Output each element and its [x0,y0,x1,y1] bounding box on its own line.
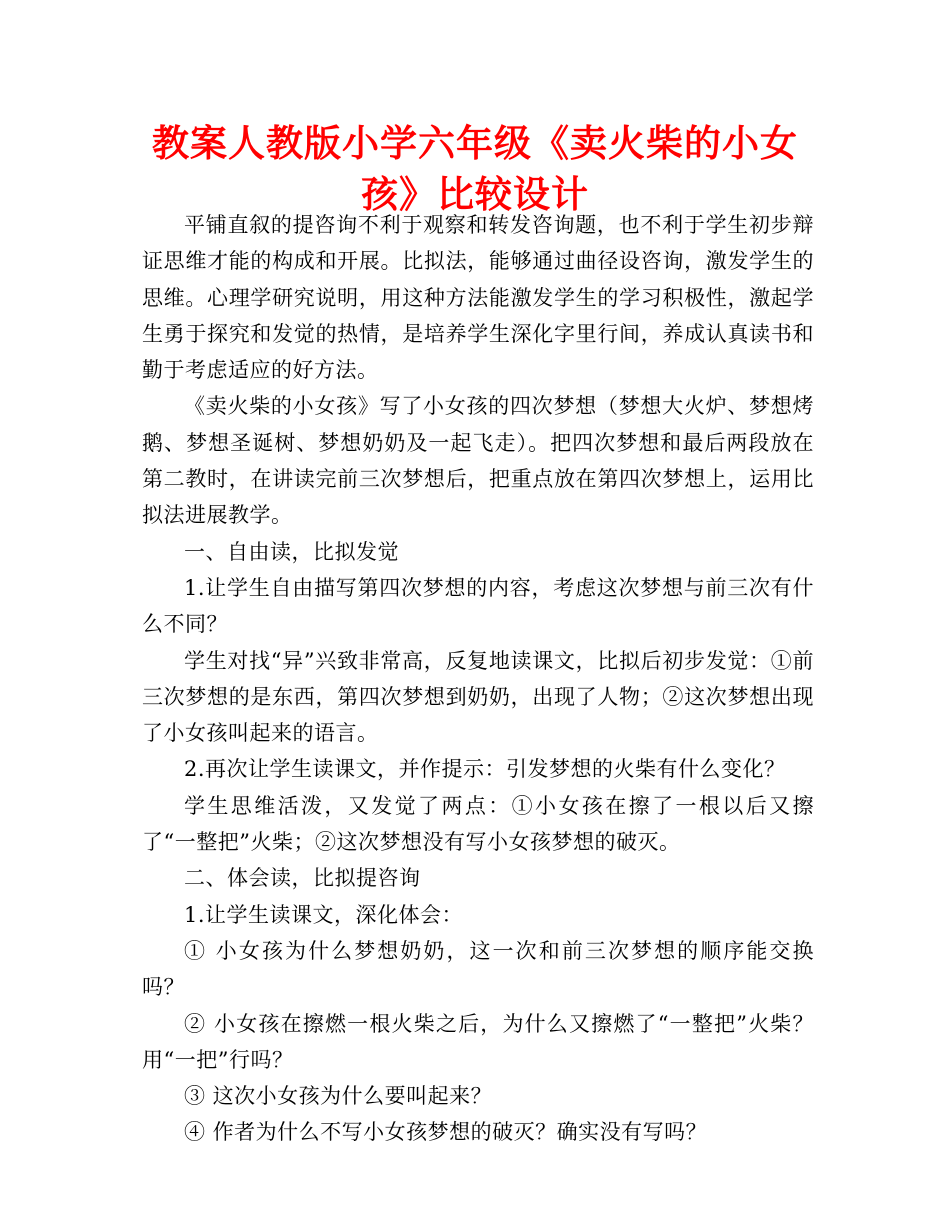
section-heading-1: 一、自由读，比拟发觉 [184,539,399,564]
question-3: ③ 这次小女孩为什么要叫起来？ [184,1084,493,1109]
question-4: ④ 作者为什么不写小女孩梦想的破灭？确实没有写吗？ [184,1120,708,1145]
paragraph-student-findings-1: 学生对找“异”兴致非常高，反复地读课文，比拟后初步发觉：①前三次梦想的是东西，第四次梦想到奶奶，出现了人物；②这次梦想出现了小女孩叫起来的语言。 [142,648,814,746]
paragraph-step-3: 1.让学生读课文，深化体会： [184,902,464,927]
question-1: ① 小女孩为什么梦想奶奶，这一次和前三次梦想的顺序能交换吗？ [142,938,814,1000]
question-2: ② 小女孩在擦燃一根火柴之后，为什么又擦燃了“一整把”火柴？用“一把”行吗？ [142,1011,814,1072]
paragraph-intro: 平铺直叙的提咨询不利于观察和转发咨询题，也不利于学生初步辩证思维才能的构成和开展。比拟法，能够通过曲径设咨询，激发学生的思维。心理学研究说明，用这种方法能激发学生的学习积极性，激起学生勇于探究和发觉的热情，是培养学生深化字里行间，养成认真读书和勤于考虑适应的好方法。 [142,213,814,383]
paragraph-step-2: 2.再次让学生读课文，并作提示：引发梦想的火柴有什么变化？ [184,757,786,782]
paragraph-step-1: 1.让学生自由描写第四次梦想的内容，考虑这次梦想与前三次有什么不同？ [142,575,814,637]
section-heading-2: 二、体会读，比拟提咨询 [184,866,421,891]
document-title: 教案人教版小学六年级《卖火柴的小女孩》比较设计 [152,122,798,216]
paragraph-background: 《卖火柴的小女孩》写了小女孩的四次梦想（梦想大火炉、梦想烤鹅、梦想圣诞树、梦想奶奶及一起飞走）。把四次梦想和最后两段放在第二教时，在讲读完前三次梦想后，把重点放在第四次梦想上，运用比拟法进展教学。 [142,394,814,528]
paragraph-student-findings-2: 学生思维活泼，又发觉了两点：①小女孩在擦了一根以后又擦了“一整把”火柴；②这次梦想没有写小女孩梦想的破灭。 [142,793,814,855]
document-body [142,207,814,1151]
